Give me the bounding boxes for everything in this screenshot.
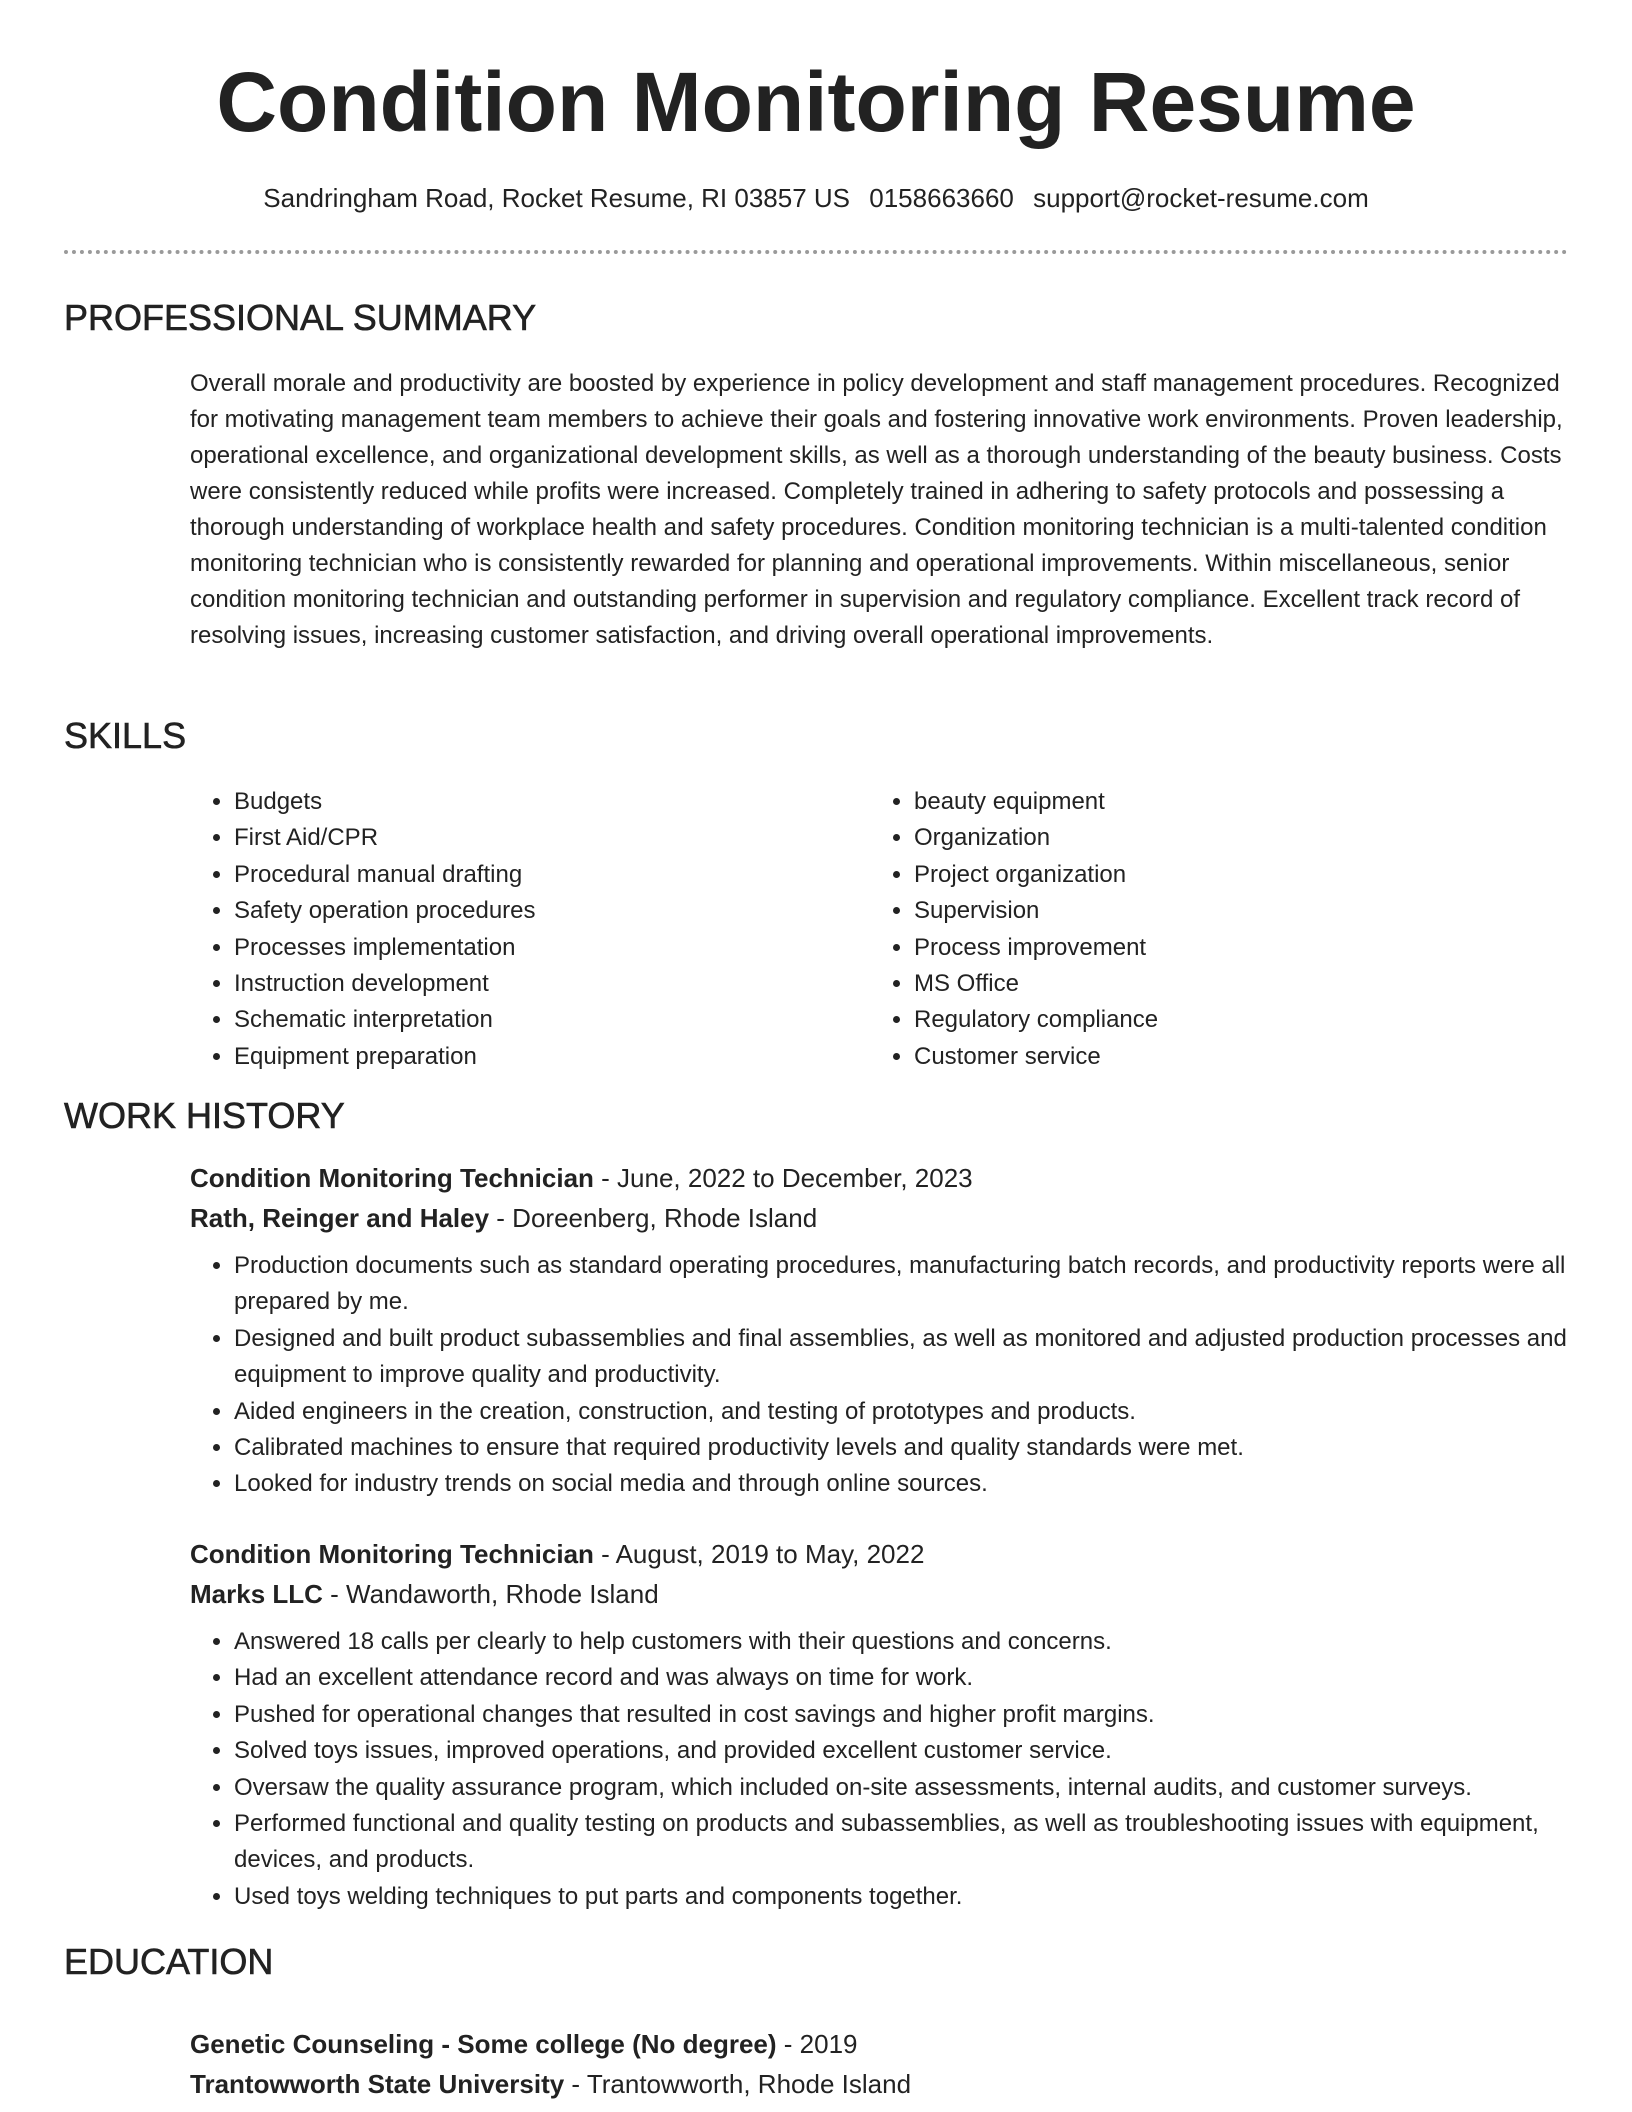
job-bullet: • Performed functional and quality testing on products and subassemblies, as well as troubleshooting issues with equipment, devices, and products.	[234, 1806, 1570, 1879]
job-location: - Wandaworth, Rhode Island	[322, 1579, 659, 1609]
education-location: - Trantowworth, Rhode Island	[564, 2069, 912, 2099]
skill-item: • Procedural manual drafting	[234, 857, 870, 893]
job-company: Rath, Reinger and Haley	[190, 1203, 490, 1233]
job-title: Condition Monitoring Technician	[190, 1539, 594, 1569]
education-year: - 2019	[776, 2029, 858, 2059]
contact-address: Sandringham Road, Rocket Resume, RI 03857 US	[263, 183, 851, 213]
job-bullets	[190, 1248, 1570, 1503]
job-bullet: • Used toys welding techniques to put parts and components together.	[234, 1879, 1570, 1915]
contact-line	[0, 180, 1632, 216]
job-bullet: • Production documents such as standard operating procedures, manufacturing batch records, and productivity reports were all prepared by me.	[234, 1248, 1570, 1321]
job-bullet: • Had an excellent attendance record and was always on time for work.	[234, 1660, 1570, 1696]
job-company: Marks LLC	[190, 1579, 323, 1609]
job-title: Condition Monitoring Technician	[190, 1163, 594, 1193]
section-title-education: EDUCATION	[64, 1941, 274, 1982]
job-company-line	[190, 1574, 1570, 1614]
skills-list	[190, 784, 1570, 1075]
skill-item: • Process improvement	[914, 930, 1550, 966]
skill-item: • Supervision	[914, 893, 1550, 929]
header-divider	[64, 250, 1568, 254]
job-entry	[190, 1158, 1570, 1503]
job-bullet: • Oversaw the quality assurance program, which included on-site assessments, internal audits, and customer surveys.	[234, 1770, 1570, 1806]
skill-item: • Safety operation procedures	[234, 893, 870, 929]
skill-item: • beauty equipment	[914, 784, 1550, 820]
section-title-skills: SKILLS	[64, 715, 187, 756]
job-entry	[190, 1534, 1570, 1915]
job-title-line	[190, 1158, 1570, 1198]
resume-title: Condition Monitoring Resume	[216, 55, 1416, 149]
skill-item: • Schematic interpretation	[234, 1002, 870, 1038]
summary-text: Overall morale and productivity are boosted by experience in policy development and staff management procedures. Recognized for motivating management team members to achieve their goals and fostering innovative work environments. Proven leadership, operational excellence, and organizational development skills, as well as a thorough understanding of the beauty business. Costs were consistently reduced while profits were increased. Completely trained in adhering to safety protocols and possessing a thorough understanding of workplace health and safety procedures. Condition monitoring technician is a multi-talented condition monitoring technician who is consistently rewarded for planning and operational improvements. Within miscellaneous, senior condition monitoring technician and outstanding performer in supervision and regulatory compliance. Excellent track record of resolving issues, increasing customer satisfaction, and driving overall operational improvements.	[190, 370, 1563, 649]
contact-email: support@rocket-resume.com	[1033, 183, 1369, 213]
job-bullets	[190, 1624, 1570, 1915]
job-bullet: • Calibrated machines to ensure that required productivity levels and quality standards were met.	[234, 1430, 1570, 1466]
job-bullet: • Answered 18 calls per clearly to help customers with their questions and concerns.	[234, 1624, 1570, 1660]
job-bullet: • Looked for industry trends on social media and through online sources.	[234, 1466, 1570, 1502]
skill-item: • MS Office	[914, 966, 1550, 1002]
education-school-line	[190, 2064, 1570, 2104]
job-bullet: • Pushed for operational changes that resulted in cost savings and higher profit margins.	[234, 1697, 1570, 1733]
skill-item: • Regulatory compliance	[914, 1002, 1550, 1038]
skill-item: • Equipment preparation	[234, 1039, 870, 1075]
skill-item: • Processes implementation	[234, 930, 870, 966]
skill-item: • Customer service	[914, 1039, 1550, 1075]
job-location: - Doreenberg, Rhode Island	[489, 1203, 818, 1233]
skill-item: • Budgets	[234, 784, 870, 820]
job-bullet: • Designed and built product subassemblies and final assemblies, as well as monitored and adjusted production processes and equipment to improve quality and productivity.	[234, 1321, 1570, 1394]
job-bullet: • Aided engineers in the creation, construction, and testing of prototypes and products.	[234, 1394, 1570, 1430]
section-title-summary: PROFESSIONAL SUMMARY	[64, 297, 537, 338]
section-title-work-history: WORK HISTORY	[64, 1095, 345, 1136]
education-entry	[190, 2024, 1570, 2104]
job-dates: - June, 2022 to December, 2023	[593, 1163, 973, 1193]
job-bullet: • Solved toys issues, improved operations, and provided excellent customer service.	[234, 1733, 1570, 1769]
skill-item: • Project organization	[914, 857, 1550, 893]
skill-item: • First Aid/CPR	[234, 820, 870, 856]
job-company-line	[190, 1198, 1570, 1238]
skill-item: • Instruction development	[234, 966, 870, 1002]
education-degree-line	[190, 2024, 1570, 2064]
job-title-line	[190, 1534, 1570, 1574]
education-degree: Genetic Counseling - Some college (No degree)	[190, 2029, 777, 2059]
job-dates: - August, 2019 to May, 2022	[593, 1539, 925, 1569]
skills-column-left	[190, 784, 870, 1075]
skills-column-right	[870, 784, 1550, 1075]
skill-item: • Organization	[914, 820, 1550, 856]
contact-phone: 0158663660	[869, 183, 1014, 213]
education-school: Trantowworth State University	[190, 2069, 565, 2099]
